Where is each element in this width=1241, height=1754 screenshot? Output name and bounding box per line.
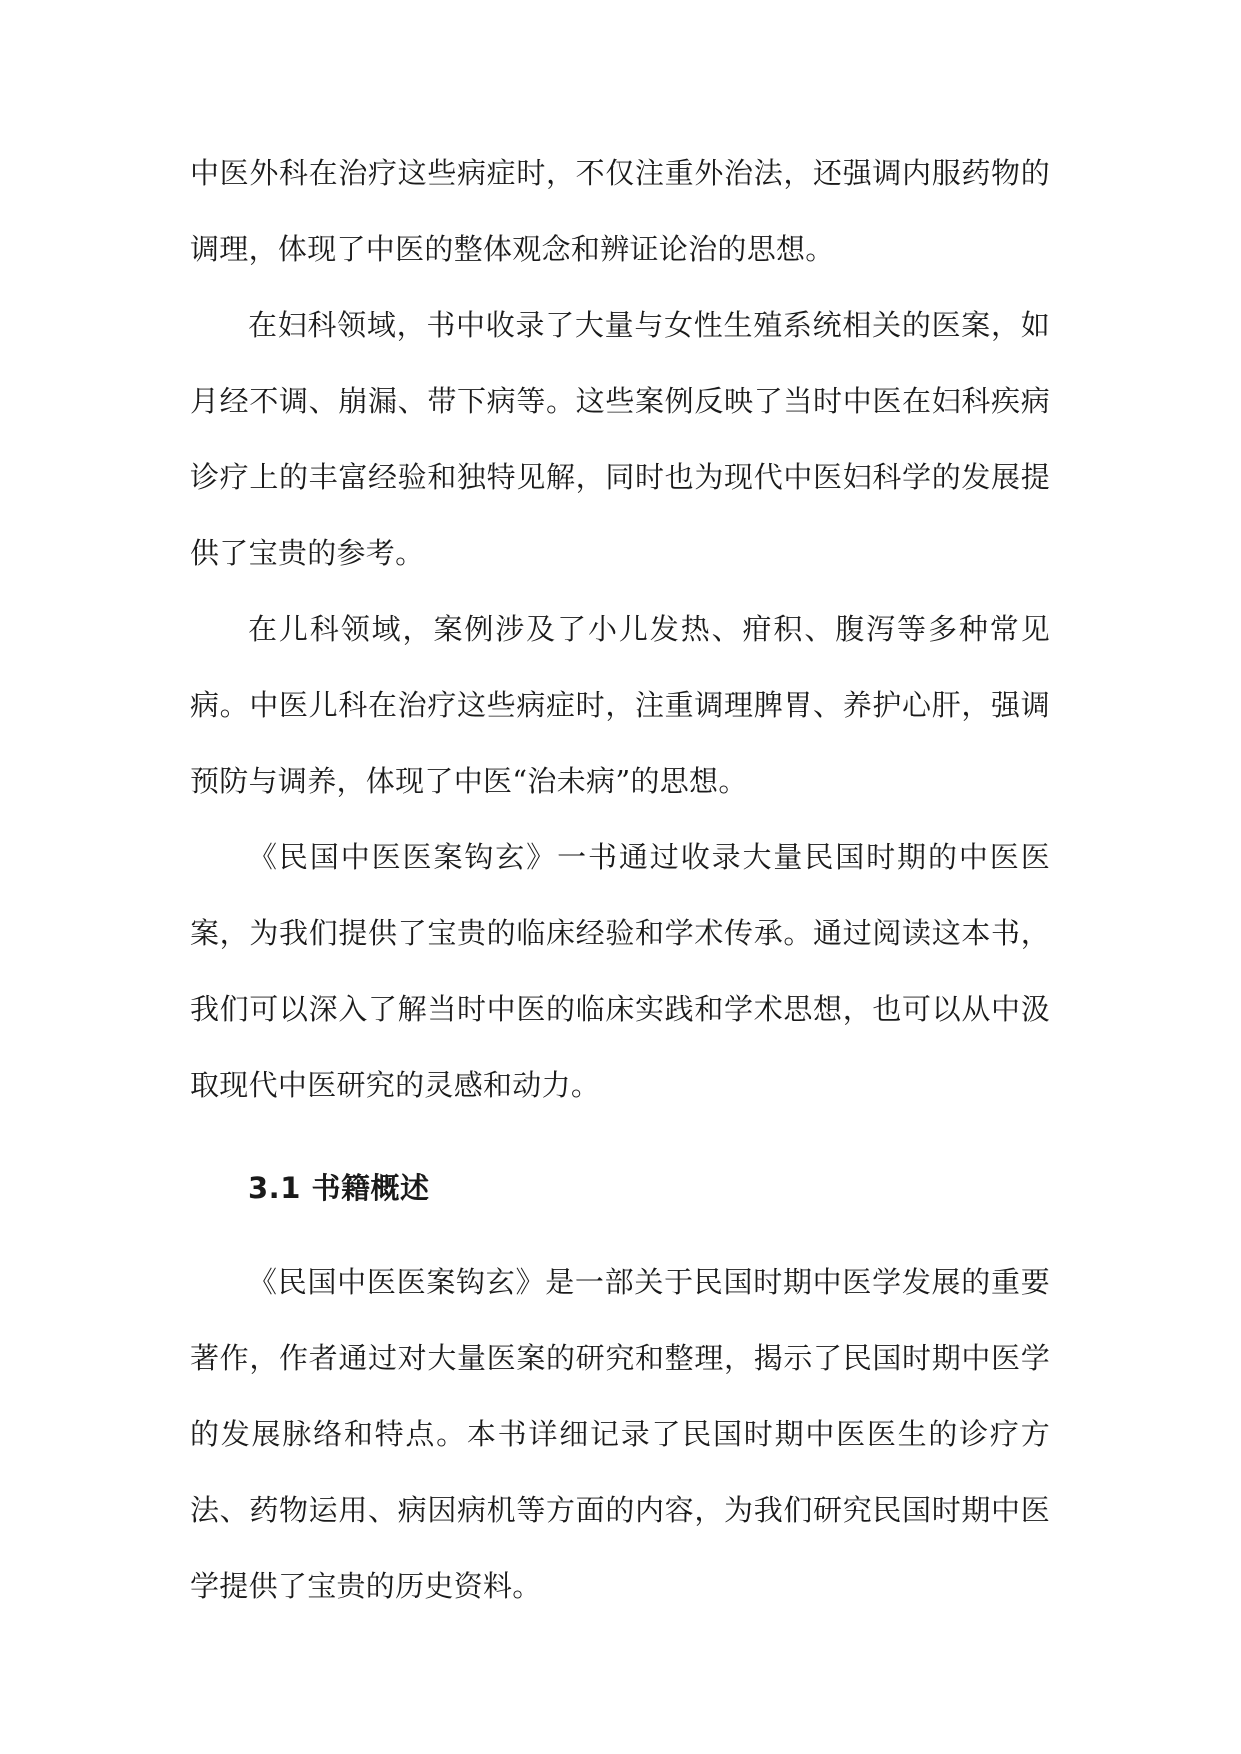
paragraph-gynecology: 在妇科领域，书中收录了大量与女性生殖系统相关的医案，如月经不调、崩漏、带下病等。这些案例反映了当时中医在妇科疾病诊疗上的丰富经验和独特见解，同时也为现代中医妇科学的发展提供了宝贵的参考。 [190,308,1050,570]
paragraph-pediatrics: 在儿科领域，案例涉及了小儿发热、疳积、腹泻等多种常见病。中医儿科在治疗这些病症时，注重调理脾胃、养护心肝，强调预防与调养，体现了中医“治未病”的思想。 [190,612,1050,798]
section-heading-3-1: 3.1 书籍概述 [248,1171,430,1205]
paragraph-surgery-continuation: 中医外科在治疗这些病症时，不仅注重外治法，还强调内服药物的调理，体现了中医的整体观念和辨证论治的思想。 [190,156,1050,266]
paragraph-book-overview: 《民国中医医案钩玄》是一部关于民国时期中医学发展的重要著作，作者通过对大量医案的研究和整理，揭示了民国时期中医学的发展脉络和特点。本书详细记录了民国时期中医医生的诊疗方法、药物运用、病因病机等方面的内容，为我们研究民国时期中医学提供了宝贵的历史资料。 [190,1265,1050,1603]
paragraph-book-summary: 《民国中医医案钩玄》一书通过收录大量民国时期的中医医案，为我们提供了宝贵的临床经验和学术传承。通过阅读这本书，我们可以深入了解当时中医的临床实践和学术思想，也可以从中汲取现代中医研究的灵感和动力。 [190,840,1050,1102]
